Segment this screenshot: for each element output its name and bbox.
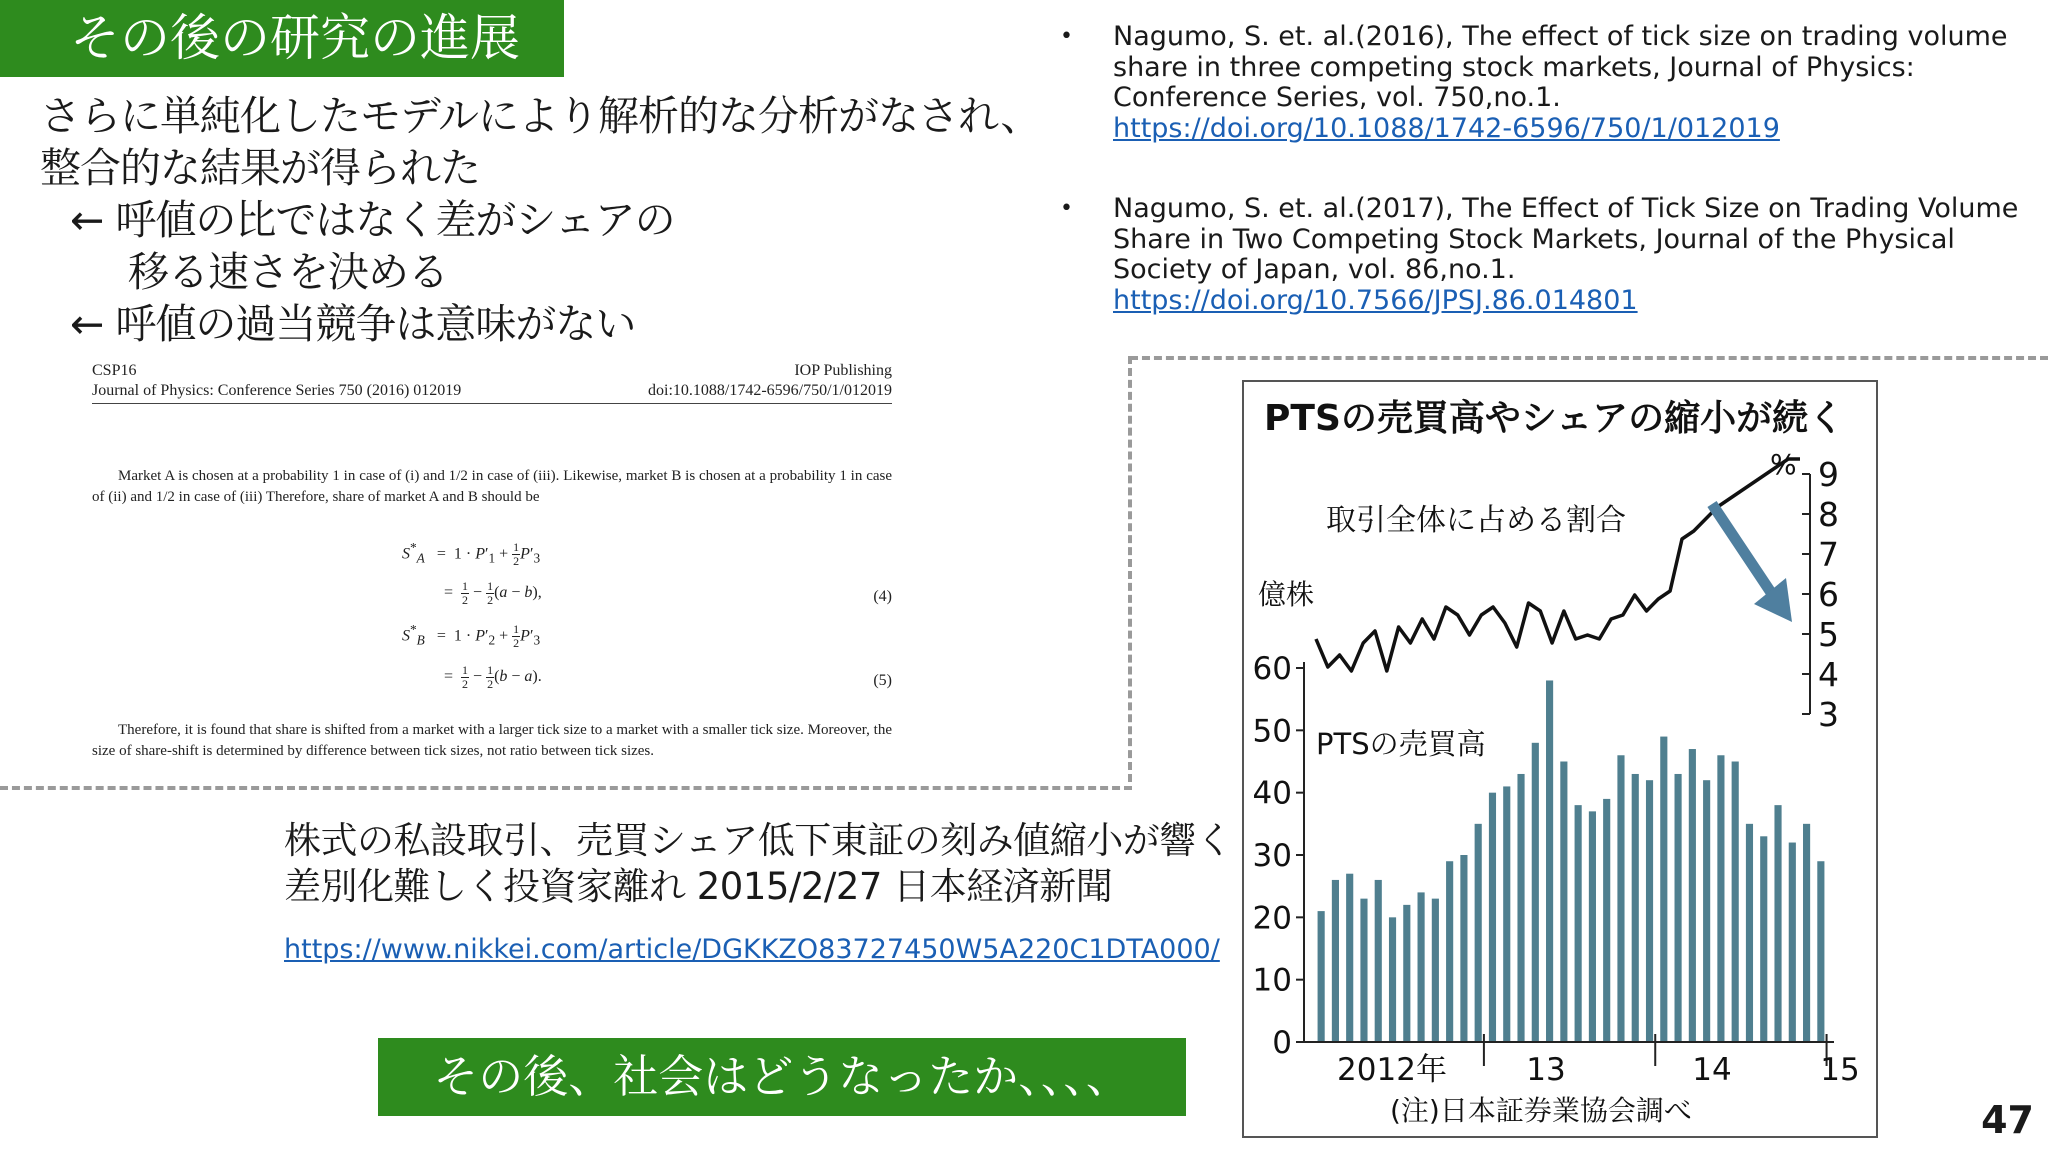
bar (1703, 780, 1710, 1042)
bottom-banner: その後、社会はどうなったか、、、、 (378, 1038, 1186, 1116)
bar (1418, 892, 1425, 1042)
bar (1360, 899, 1367, 1042)
article-link[interactable]: https://www.nikkei.com/article/DGKKZO83727450W5A220C1DTA000/ (284, 934, 1220, 965)
equation: $S^*_A = 1 \cdot P'_1$ + $\frac{1}{2}$ $P'_3$ (402, 540, 541, 569)
left-axis-tick-label: 0 (1272, 1025, 1292, 1061)
paper-paragraph: Therefore, it is found that share is shifted from a market with a larger tick size to a market with a smaller tick size. Moreover, the size of share-shift is determined by difference between tick sizes, not ratio between tick sizes. (92, 722, 892, 759)
reference-link[interactable]: https://doi.org/10.1088/1742-6596/750/1/012019 (1113, 112, 1780, 144)
right-axis-tick-label: 8 (1818, 495, 1839, 534)
left-axis-unit: 億株 (1258, 578, 1315, 611)
left-axis-tick-label: 30 (1252, 838, 1292, 874)
left-axis-tick-label: 60 (1252, 651, 1292, 687)
bar (1632, 774, 1639, 1042)
bar (1789, 843, 1796, 1042)
x-axis-tick-label: 2012年 (1337, 1052, 1447, 1088)
equation: = $\frac{1}{2}$ − $\frac{1}{2}$ (b − a). (444, 663, 542, 691)
bar (1446, 861, 1453, 1042)
main-text-line: ← 呼値の過当競争は意味がない (70, 300, 636, 348)
right-axis-unit: % (1770, 448, 1797, 481)
bar (1403, 905, 1410, 1042)
reference-link[interactable]: https://doi.org/10.7566/JPSJ.86.014801 (1113, 284, 1638, 316)
bar (1717, 755, 1724, 1042)
right-axis-tick-label: 7 (1818, 535, 1839, 574)
bar (1389, 917, 1396, 1042)
bar (1660, 737, 1667, 1042)
paper-conference: CSP16 (92, 362, 137, 379)
left-axis-tick-label: 40 (1252, 775, 1292, 812)
main-text-line: 整合的な結果が得られた (40, 144, 480, 192)
left-axis-tick-label: 10 (1252, 962, 1292, 999)
reference-text: Nagumo, S. et. al.(2016), The effect of tick size on trading volume share in three competing stock markets, Journal of Physics: Conference Series, vol. 750,no.1. (1113, 21, 2008, 113)
bar (1375, 880, 1382, 1042)
chart-note: (注)日本証券業協会調べ (1390, 1094, 1692, 1127)
bar (1575, 805, 1582, 1042)
dashed-divider (1130, 356, 2048, 360)
bar-series-label: PTSの売買高 (1316, 727, 1486, 761)
reference-list (1060, 22, 2020, 366)
bar (1689, 749, 1696, 1042)
bar (1517, 774, 1524, 1042)
paper-paragraph: Market A is chosen at a probability 1 in case of (i) and 1/2 in case of (iii). Likewise, market B is chosen at a probability 1 in case of (ii) and 1/2 in case of (iii) Therefore, share of market A and B should be (92, 468, 892, 505)
bar (1489, 793, 1496, 1042)
trend-arrow-shaft (1712, 504, 1776, 600)
bar (1774, 805, 1781, 1042)
reference-text: Nagumo, S. et. al.(2017), The Effect of Tick Size on Trading Volume Share in Two Competing Stock Markets, Journal of the Physical Society of Japan, vol. 86,no.1. (1113, 193, 2019, 285)
bar (1646, 780, 1653, 1042)
main-text-line: 移る速さを決める (128, 248, 448, 296)
right-axis-tick-label: 5 (1818, 615, 1839, 654)
bar (1746, 824, 1753, 1042)
equation-number: (4) (873, 588, 892, 605)
equation: = $\frac{1}{2}$ − $\frac{1}{2}$ (a − b), (444, 579, 542, 607)
article-citation (284, 818, 1232, 910)
right-axis-tick-label: 9 (1818, 455, 1839, 494)
bar (1617, 755, 1624, 1042)
main-text-line: さらに単純化したモデルにより解析的な分析がなされ、 (40, 92, 1041, 140)
bar (1432, 899, 1439, 1042)
bar (1560, 762, 1567, 1043)
x-axis-tick-label: 13 (1526, 1052, 1566, 1088)
article-subtitle: 差別化難しく投資家離れ 2015/2/27 日本経済新聞 (284, 865, 1113, 908)
bar (1589, 811, 1596, 1042)
page-number: 47 (1981, 1098, 2034, 1142)
right-axis-tick-label: 3 (1818, 695, 1839, 734)
bar (1503, 786, 1510, 1042)
bar (1475, 824, 1482, 1042)
chart-title: PTSの売買高やシェアの縮小が続く (1264, 398, 1845, 439)
reference-item (1060, 194, 2020, 316)
bullet-icon: • (1060, 196, 1073, 221)
reference-item (1060, 22, 2020, 144)
bar (1760, 836, 1767, 1042)
bar (1460, 855, 1467, 1042)
paper-publisher: IOP Publishing (794, 362, 892, 379)
slide-title: その後の研究の進展 (0, 0, 564, 77)
line-series-label: 取引全体に占める割合 (1326, 503, 1626, 538)
left-axis-tick-label: 20 (1252, 900, 1292, 937)
share-line (1316, 459, 1800, 671)
main-text (40, 90, 1040, 350)
bar (1546, 680, 1553, 1042)
bullet-icon: • (1060, 24, 1073, 49)
dashed-divider (0, 786, 1132, 790)
bar (1346, 874, 1353, 1042)
right-axis-tick-label: 6 (1818, 575, 1839, 614)
paper-excerpt (92, 362, 892, 782)
bar (1318, 911, 1325, 1042)
bar (1332, 880, 1339, 1042)
paper-header (92, 362, 892, 380)
bar (1603, 799, 1610, 1042)
x-axis-tick-label: 15 (1820, 1052, 1860, 1088)
bar (1803, 824, 1810, 1042)
paper-journal: Journal of Physics: Conference Series 750 (2016) 012019 (92, 382, 462, 399)
main-text-line: ← 呼値の比ではなく差がシェアの (70, 196, 675, 244)
chart-svg (1244, 382, 1876, 1136)
right-axis-tick-label: 4 (1818, 655, 1839, 694)
left-axis-tick-label: 50 (1252, 713, 1292, 750)
paper-header (92, 382, 892, 404)
bar (1675, 774, 1682, 1042)
bar (1732, 762, 1739, 1043)
paper-doi: doi:10.1088/1742-6596/750/1/012019 (648, 382, 892, 399)
article-title: 株式の私設取引、売買シェア低下東証の刻み値縮小が響く (284, 819, 1233, 862)
equation-number: (5) (873, 672, 892, 689)
chart (1242, 380, 1878, 1138)
equation: $S^*_B = 1 \cdot P'_2$ + $\frac{1}{2}$ $P'_3$ (402, 622, 541, 651)
bar (1532, 743, 1539, 1042)
dashed-divider (1128, 356, 1132, 782)
x-axis-tick-label: 14 (1692, 1052, 1732, 1088)
bar (1817, 861, 1824, 1042)
